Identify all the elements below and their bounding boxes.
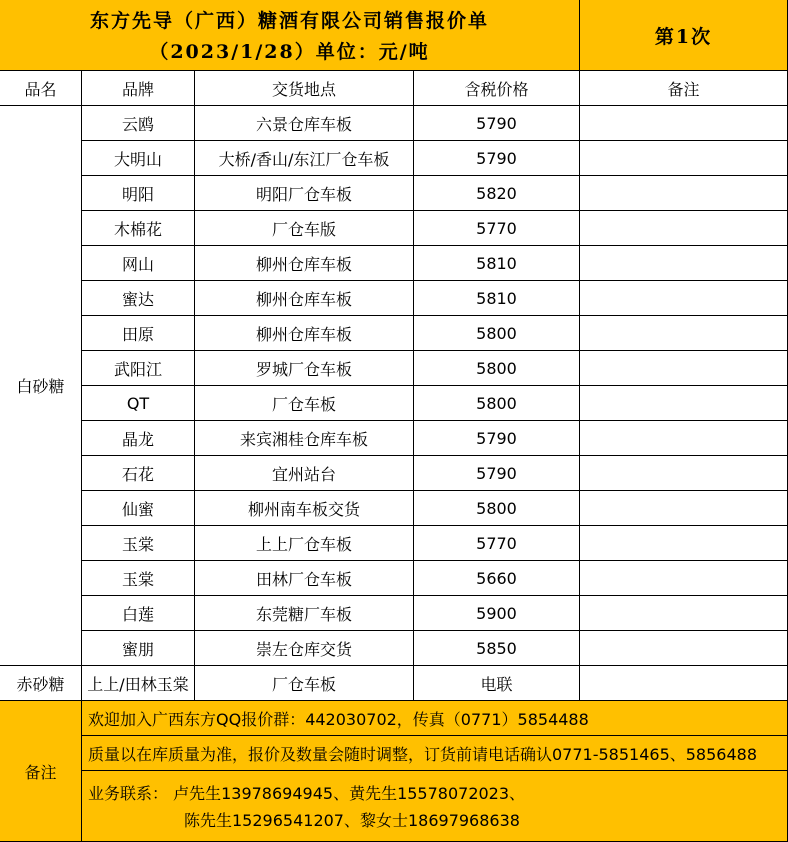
brand-cell: 网山: [82, 246, 195, 281]
price-cell: 5810: [414, 246, 580, 281]
location-cell: 六景仓库车板: [195, 106, 414, 141]
brand-cell: 上上/田林玉棠: [82, 666, 195, 701]
location-cell: 柳州仓库车板: [195, 316, 414, 351]
brand-cell: 大明山: [82, 141, 195, 176]
note-cell: [580, 281, 788, 316]
brand-cell: QT: [82, 386, 195, 421]
note-cell: [580, 211, 788, 246]
location-cell: 厂仓车板: [195, 666, 414, 701]
edition-text: 第1次: [654, 26, 713, 48]
note-cell: [580, 351, 788, 386]
location-cell: 罗城厂仓车板: [195, 351, 414, 386]
location-cell: 厂仓车版: [195, 211, 414, 246]
remarks-qq-line: 欢迎加入广西东方QQ报价群：442030702，传真（0771）5854488: [82, 701, 788, 736]
location-cell: 东莞糖厂车板: [195, 596, 414, 631]
price-cell: 5790: [414, 106, 580, 141]
location-cell: 柳州仓库车板: [195, 281, 414, 316]
edition-label: [580, 0, 788, 71]
price-cell: 5770: [414, 526, 580, 561]
brand-cell: 武阳江: [82, 351, 195, 386]
price-cell: 5800: [414, 316, 580, 351]
note-cell: [580, 316, 788, 351]
brand-cell: 玉棠: [82, 526, 195, 561]
price-cell: 5790: [414, 456, 580, 491]
note-cell: [580, 386, 788, 421]
price-cell: 5800: [414, 491, 580, 526]
price-cell: 5790: [414, 141, 580, 176]
col-header-category: 品名: [0, 71, 82, 106]
location-cell: 柳州南车板交货: [195, 491, 414, 526]
note-cell: [580, 106, 788, 141]
location-cell: 大桥/香山/东江厂仓车板: [195, 141, 414, 176]
location-cell: 柳州仓库车板: [195, 246, 414, 281]
note-cell: [580, 246, 788, 281]
brand-cell: 明阳: [82, 176, 195, 211]
price-cell: 5850: [414, 631, 580, 666]
sheet-title-line2: （2023/1/28）单位：元/吨: [149, 41, 430, 63]
price-cell: 5800: [414, 351, 580, 386]
location-cell: 来宾湘桂仓库车板: [195, 421, 414, 456]
sheet-title-line1: 东方先导（广西）糖酒有限公司销售报价单: [89, 10, 489, 32]
sheet-title: [0, 0, 580, 71]
category-cell: 赤砂糖: [0, 666, 82, 701]
brand-cell: 木棉花: [82, 211, 195, 246]
note-cell: [580, 561, 788, 596]
price-cell: 5820: [414, 176, 580, 211]
price-cell: 5660: [414, 561, 580, 596]
note-cell: [580, 596, 788, 631]
remarks-label: 备注: [0, 701, 82, 842]
brand-cell: 晶龙: [82, 421, 195, 456]
col-header-location: 交货地点: [195, 71, 414, 106]
note-cell: [580, 631, 788, 666]
brand-cell: 仙蜜: [82, 491, 195, 526]
brand-cell: 蜜达: [82, 281, 195, 316]
brand-cell: 田原: [82, 316, 195, 351]
remarks-quality-line: 质量以在库质量为准，报价及数量会随时调整，订货前请电话确认0771-5851465、5856488: [82, 736, 788, 771]
location-cell: 崇左仓库交货: [195, 631, 414, 666]
col-header-brand: 品牌: [82, 71, 195, 106]
location-cell: 明阳厂仓车板: [195, 176, 414, 211]
note-cell: [580, 526, 788, 561]
location-cell: 宜州站台: [195, 456, 414, 491]
price-cell: 5770: [414, 211, 580, 246]
price-cell: 5900: [414, 596, 580, 631]
col-header-price: 含税价格: [414, 71, 580, 106]
note-cell: [580, 176, 788, 211]
price-cell: 5800: [414, 386, 580, 421]
location-cell: 田林厂仓车板: [195, 561, 414, 596]
note-cell: [580, 666, 788, 701]
col-header-note: 备注: [580, 71, 788, 106]
brand-cell: 白莲: [82, 596, 195, 631]
note-cell: [580, 421, 788, 456]
brand-cell: 玉棠: [82, 561, 195, 596]
location-cell: 上上厂仓车板: [195, 526, 414, 561]
note-cell: [580, 141, 788, 176]
category-cell: 白砂糖: [0, 106, 82, 666]
remarks-contacts: [82, 771, 788, 842]
price-cell: 电联: [414, 666, 580, 701]
note-cell: [580, 491, 788, 526]
brand-cell: 云鸥: [82, 106, 195, 141]
note-cell: [580, 456, 788, 491]
remarks-contact-line2: 陈先生15296541207、黎女士18697968638: [184, 811, 520, 830]
price-cell: 5790: [414, 421, 580, 456]
remarks-contact-line1: 业务联系： 卢先生13978694945、黄先生15578072023、: [88, 784, 526, 803]
brand-cell: 蜜朋: [82, 631, 195, 666]
price-cell: 5810: [414, 281, 580, 316]
location-cell: 厂仓车板: [195, 386, 414, 421]
brand-cell: 石花: [82, 456, 195, 491]
